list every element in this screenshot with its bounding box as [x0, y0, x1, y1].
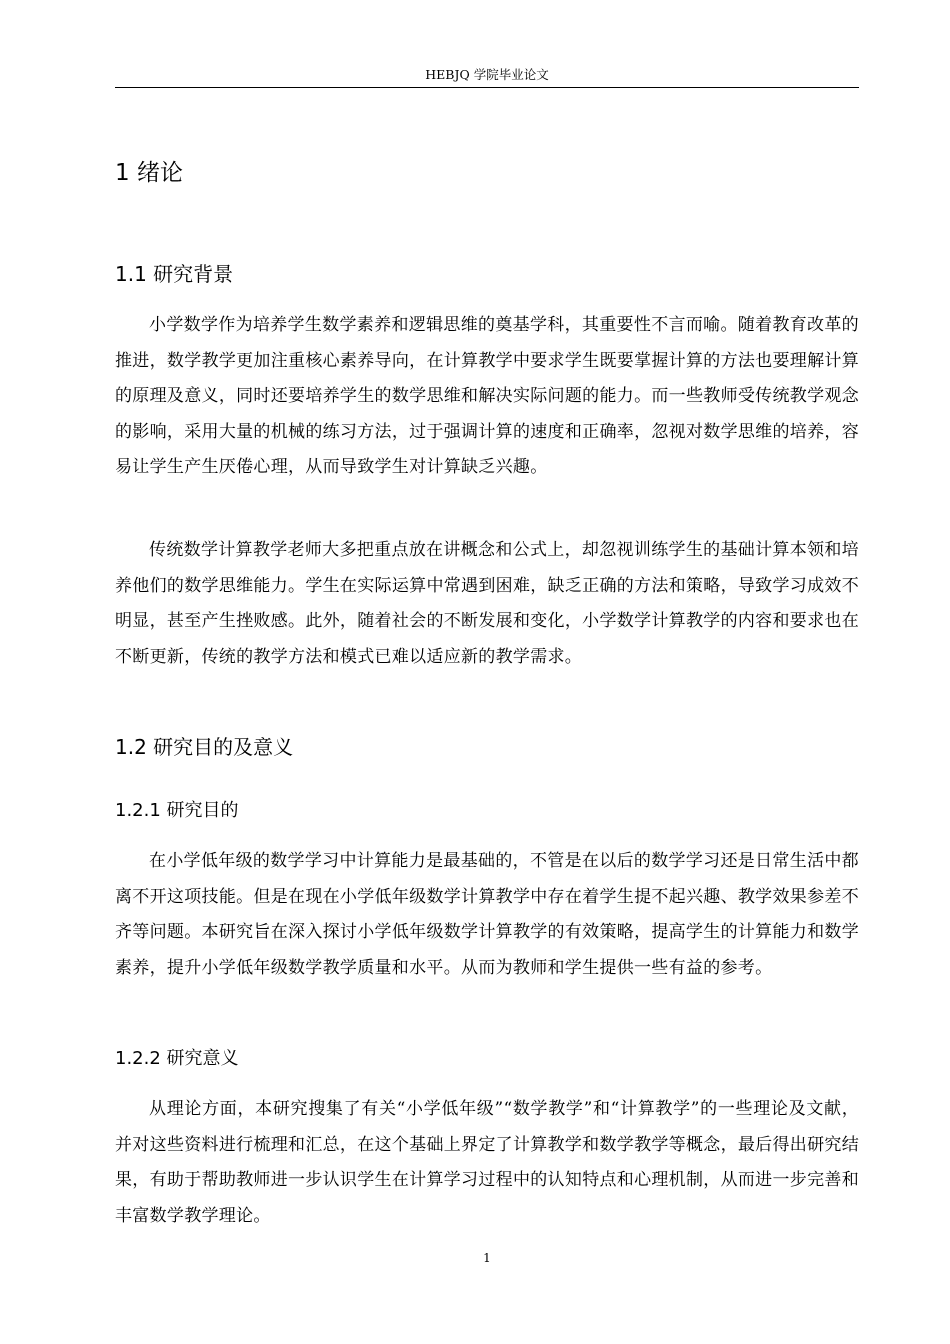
section-heading-1-1: 1.1 研究背景	[115, 262, 234, 286]
page-number: 1	[483, 1251, 491, 1265]
paragraph-significance: 从理论方面，本研究搜集了有关“小学低年级”“数学教学”和“计算教学”的一些理论及文献，并对这些资料进行梳理和汇总，在这个基础上界定了计算教学和数学教学等概念，最后得出研究结果，有助于帮助教师进一步认识学生在计算学习过程中的认知特点和心理机制，从而进一步完善和丰富数学教学理论。	[115, 1099, 859, 1226]
chapter-title: 1 绪论	[115, 160, 183, 186]
paragraph-background-1: 小学数学作为培养学生数学素养和逻辑思维的奠基学科，其重要性不言而喻。随着教育改革的推进，数学教学更加注重核心素养导向，在计算教学中要求学生既要掌握计算的方法也要理解计算的原理及意义，同时还要培养学生的数学思维和解决实际问题的能力。而一些教师受传统教学观念的影响，采用大量的机械的练习方法，过于强调计算的速度和正确率，忽视对数学思维的培养，容易让学生产生厌倦心理，从而导致学生对计算缺乏兴趣。	[115, 315, 859, 477]
paragraph-background-2: 传统数学计算教学老师大多把重点放在讲概念和公式上，却忽视训练学生的基础计算本领和培养他们的数学思维能力。学生在实际运算中常遇到困难，缺乏正确的方法和策略，导致学习成效不明显，甚至产生挫败感。此外，随着社会的不断发展和变化，小学数学计算教学的内容和要求也在不断更新，传统的教学方法和模式已难以适应新的教学需求。	[115, 540, 859, 667]
subsection-heading-1-2-2: 1.2.2 研究意义	[115, 1048, 239, 1069]
paragraph-purpose: 在小学低年级的数学学习中计算能力是最基础的，不管是在以后的数学学习还是日常生活中都离不开这项技能。但是在现在小学低年级数学计算教学中存在着学生提不起兴趣、教学效果参差不齐等问题。本研究旨在深入探讨小学低年级数学计算教学的有效策略，提高学生的计算能力和数学素养，提升小学低年级数学教学质量和水平。从而为教师和学生提供一些有益的参考。	[115, 851, 859, 978]
running-header: HEBJQ 学院毕业论文	[425, 67, 549, 82]
header-divider	[115, 87, 859, 88]
subsection-heading-1-2-1: 1.2.1 研究目的	[115, 800, 239, 821]
section-heading-1-2: 1.2 研究目的及意义	[115, 735, 294, 759]
